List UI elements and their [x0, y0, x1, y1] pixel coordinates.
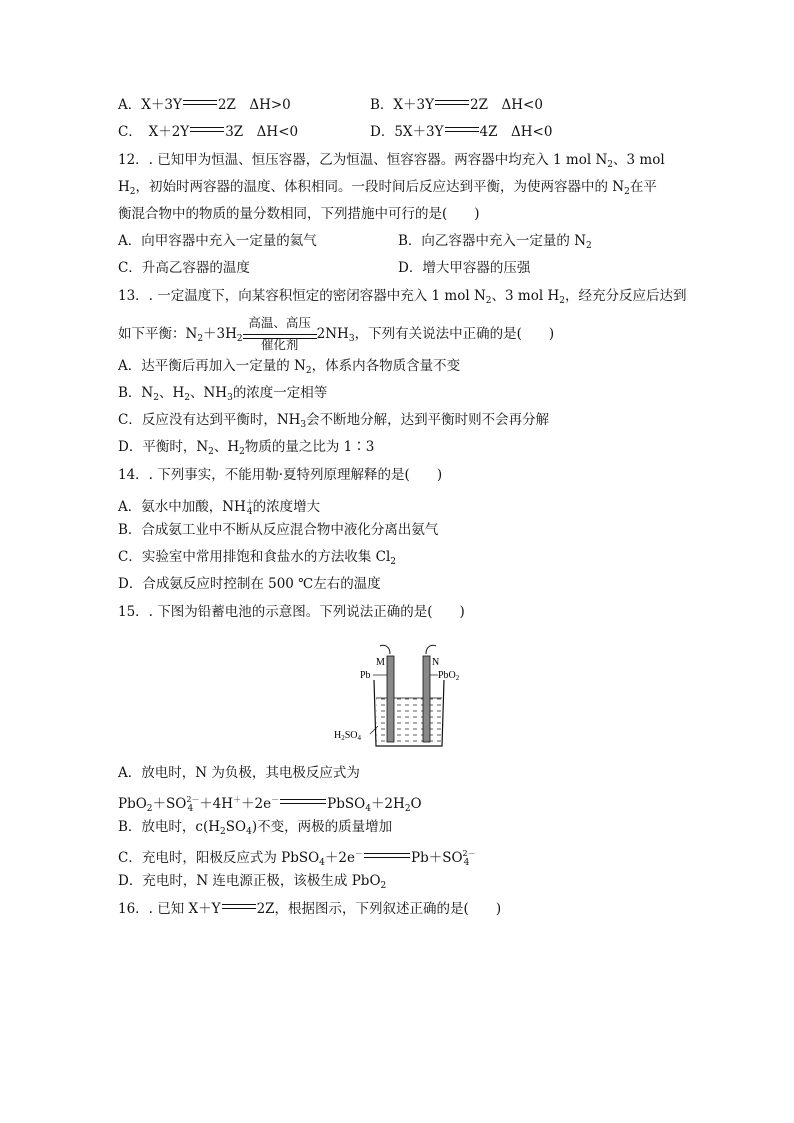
- label-m: M: [376, 657, 385, 668]
- q14-stem: 14．. 下列事实，不能用勒·夏特列原理解释的是( ): [118, 467, 443, 483]
- pbo2-electrode: [423, 656, 430, 742]
- q11-option-b: B．X＋3Y 2Z ΔH<0: [370, 97, 543, 113]
- q11-option-c: C． X＋2Y 3Z ΔH<0: [118, 124, 299, 140]
- q13-option-d: D．平衡时，$N_2$、$H_2$物质的量之比为 1∶3: [118, 439, 375, 457]
- q15-option-a-equation: $PbO_2+SO^{2-}_4 +4H^++2e^-$ $PbSO_4+2H_2O$: [118, 795, 422, 814]
- q12-stem-line2: $H_2$，初始时两容器的温度、体积相同。一段时间后反应达到平衡，为使两容器中的 $N_2$在平: [118, 179, 657, 197]
- pb-electrode: [387, 656, 394, 742]
- label-pbo2: PbO$_2$: [438, 670, 460, 682]
- q15-option-a: A．放电时，N 为负极，其电极反应式为: [118, 765, 360, 781]
- q12-option-d: D．增大甲容器的压强: [398, 260, 531, 276]
- equilibrium-arrow-icon: [183, 99, 217, 107]
- q13-option-a: A．达平衡后再加入一定量的 $N_2$，体系内各物质含量不变: [118, 358, 461, 376]
- q14-option-d: D．合成氨反应时控制在 500 ℃左右的温度: [118, 576, 381, 592]
- reaction-condition: 高温、高压 催化剂: [243, 326, 317, 344]
- q15-stem: 15．. 下图为铅蓄电池的示意图。下列说法正确的是( ): [118, 604, 465, 620]
- equilibrium-arrow-icon: [222, 903, 256, 911]
- lead-battery-diagram: [332, 642, 472, 754]
- wire-right: [426, 645, 436, 654]
- q12-stem-line3: 衡混合物中的物质的量分数相同，下列措施中可行的是( ): [118, 206, 480, 222]
- q12-option-c: C．升高乙容器的温度: [118, 260, 250, 276]
- q15-option-c: C．充电时，阳极反应式为 PbSO$_4$＋2e－ $Pb+SO^{2-}_4$: [118, 849, 476, 868]
- wire-left: [380, 645, 390, 654]
- q12-option-a: A．向甲容器中充入一定量的氦气: [118, 233, 317, 249]
- equilibrium-arrow-icon: [435, 99, 469, 107]
- label-n: N: [432, 657, 440, 668]
- q16-stem: 16．. 已知 X＋Y 2Z，根据图示，下列叙述正确的是( ): [118, 901, 502, 917]
- q13-option-c: C．反应没有达到平衡时，$NH_3$会不断地分解，达到平衡时则不会再分解: [118, 412, 550, 430]
- q12-stem-line1: 12．. 已知甲为恒温、恒压容器，乙为恒温、恒容容器。两容器中均充入 1 mol $N_2$、3 mol: [118, 152, 665, 170]
- electrolyte-liquid: [377, 698, 442, 746]
- q15-option-b: B．放电时，$c(H_2SO_4)$不变，两极的质量增加: [118, 819, 393, 837]
- q13-stem-line2: 如下平衡：$N_2+3H_2$ 高温、高压 催化剂 $2NH_3$，下列有关说法中正确的是( ): [118, 314, 555, 352]
- label-pb: Pb: [360, 670, 371, 681]
- equilibrium-arrow-icon: [190, 126, 224, 134]
- q14-option-a: A．氨水中加酸，$NH^+_4$的浓度增大: [118, 498, 321, 517]
- reaction-arrow-icon: [280, 798, 326, 806]
- q11-option-d: D．5X＋3Y 4Z ΔH<0: [370, 124, 553, 140]
- q15-option-d: D．充电时，N 连电源正极，该极生成 PbO$_2$: [118, 873, 387, 891]
- label-h2so4: $H_2SO_4$: [334, 730, 362, 742]
- q13-option-b: B．$N_2$、$H_2$、$NH_3$的浓度一定相等: [118, 385, 328, 403]
- q14-option-b: B．合成氨工业中不断从反应混合物中液化分离出氨气: [118, 522, 439, 538]
- reaction-arrow-icon: [364, 852, 410, 860]
- q14-option-c: C．实验室中常用排饱和食盐水的方法收集 $Cl_2$: [118, 549, 397, 567]
- q11-option-a: A．X＋3Y 2Z ΔH>0: [118, 97, 291, 113]
- q13-stem-line1: 13．. 一定温度下，向某容积恒定的密闭容器中充入 1 mol $N_2$、3 mol $H_2$，经充分反应后达到: [118, 288, 687, 306]
- q12-option-b: B．向乙容器中充入一定量的 $N_2$: [398, 233, 592, 251]
- equilibrium-arrow-icon: [445, 126, 479, 134]
